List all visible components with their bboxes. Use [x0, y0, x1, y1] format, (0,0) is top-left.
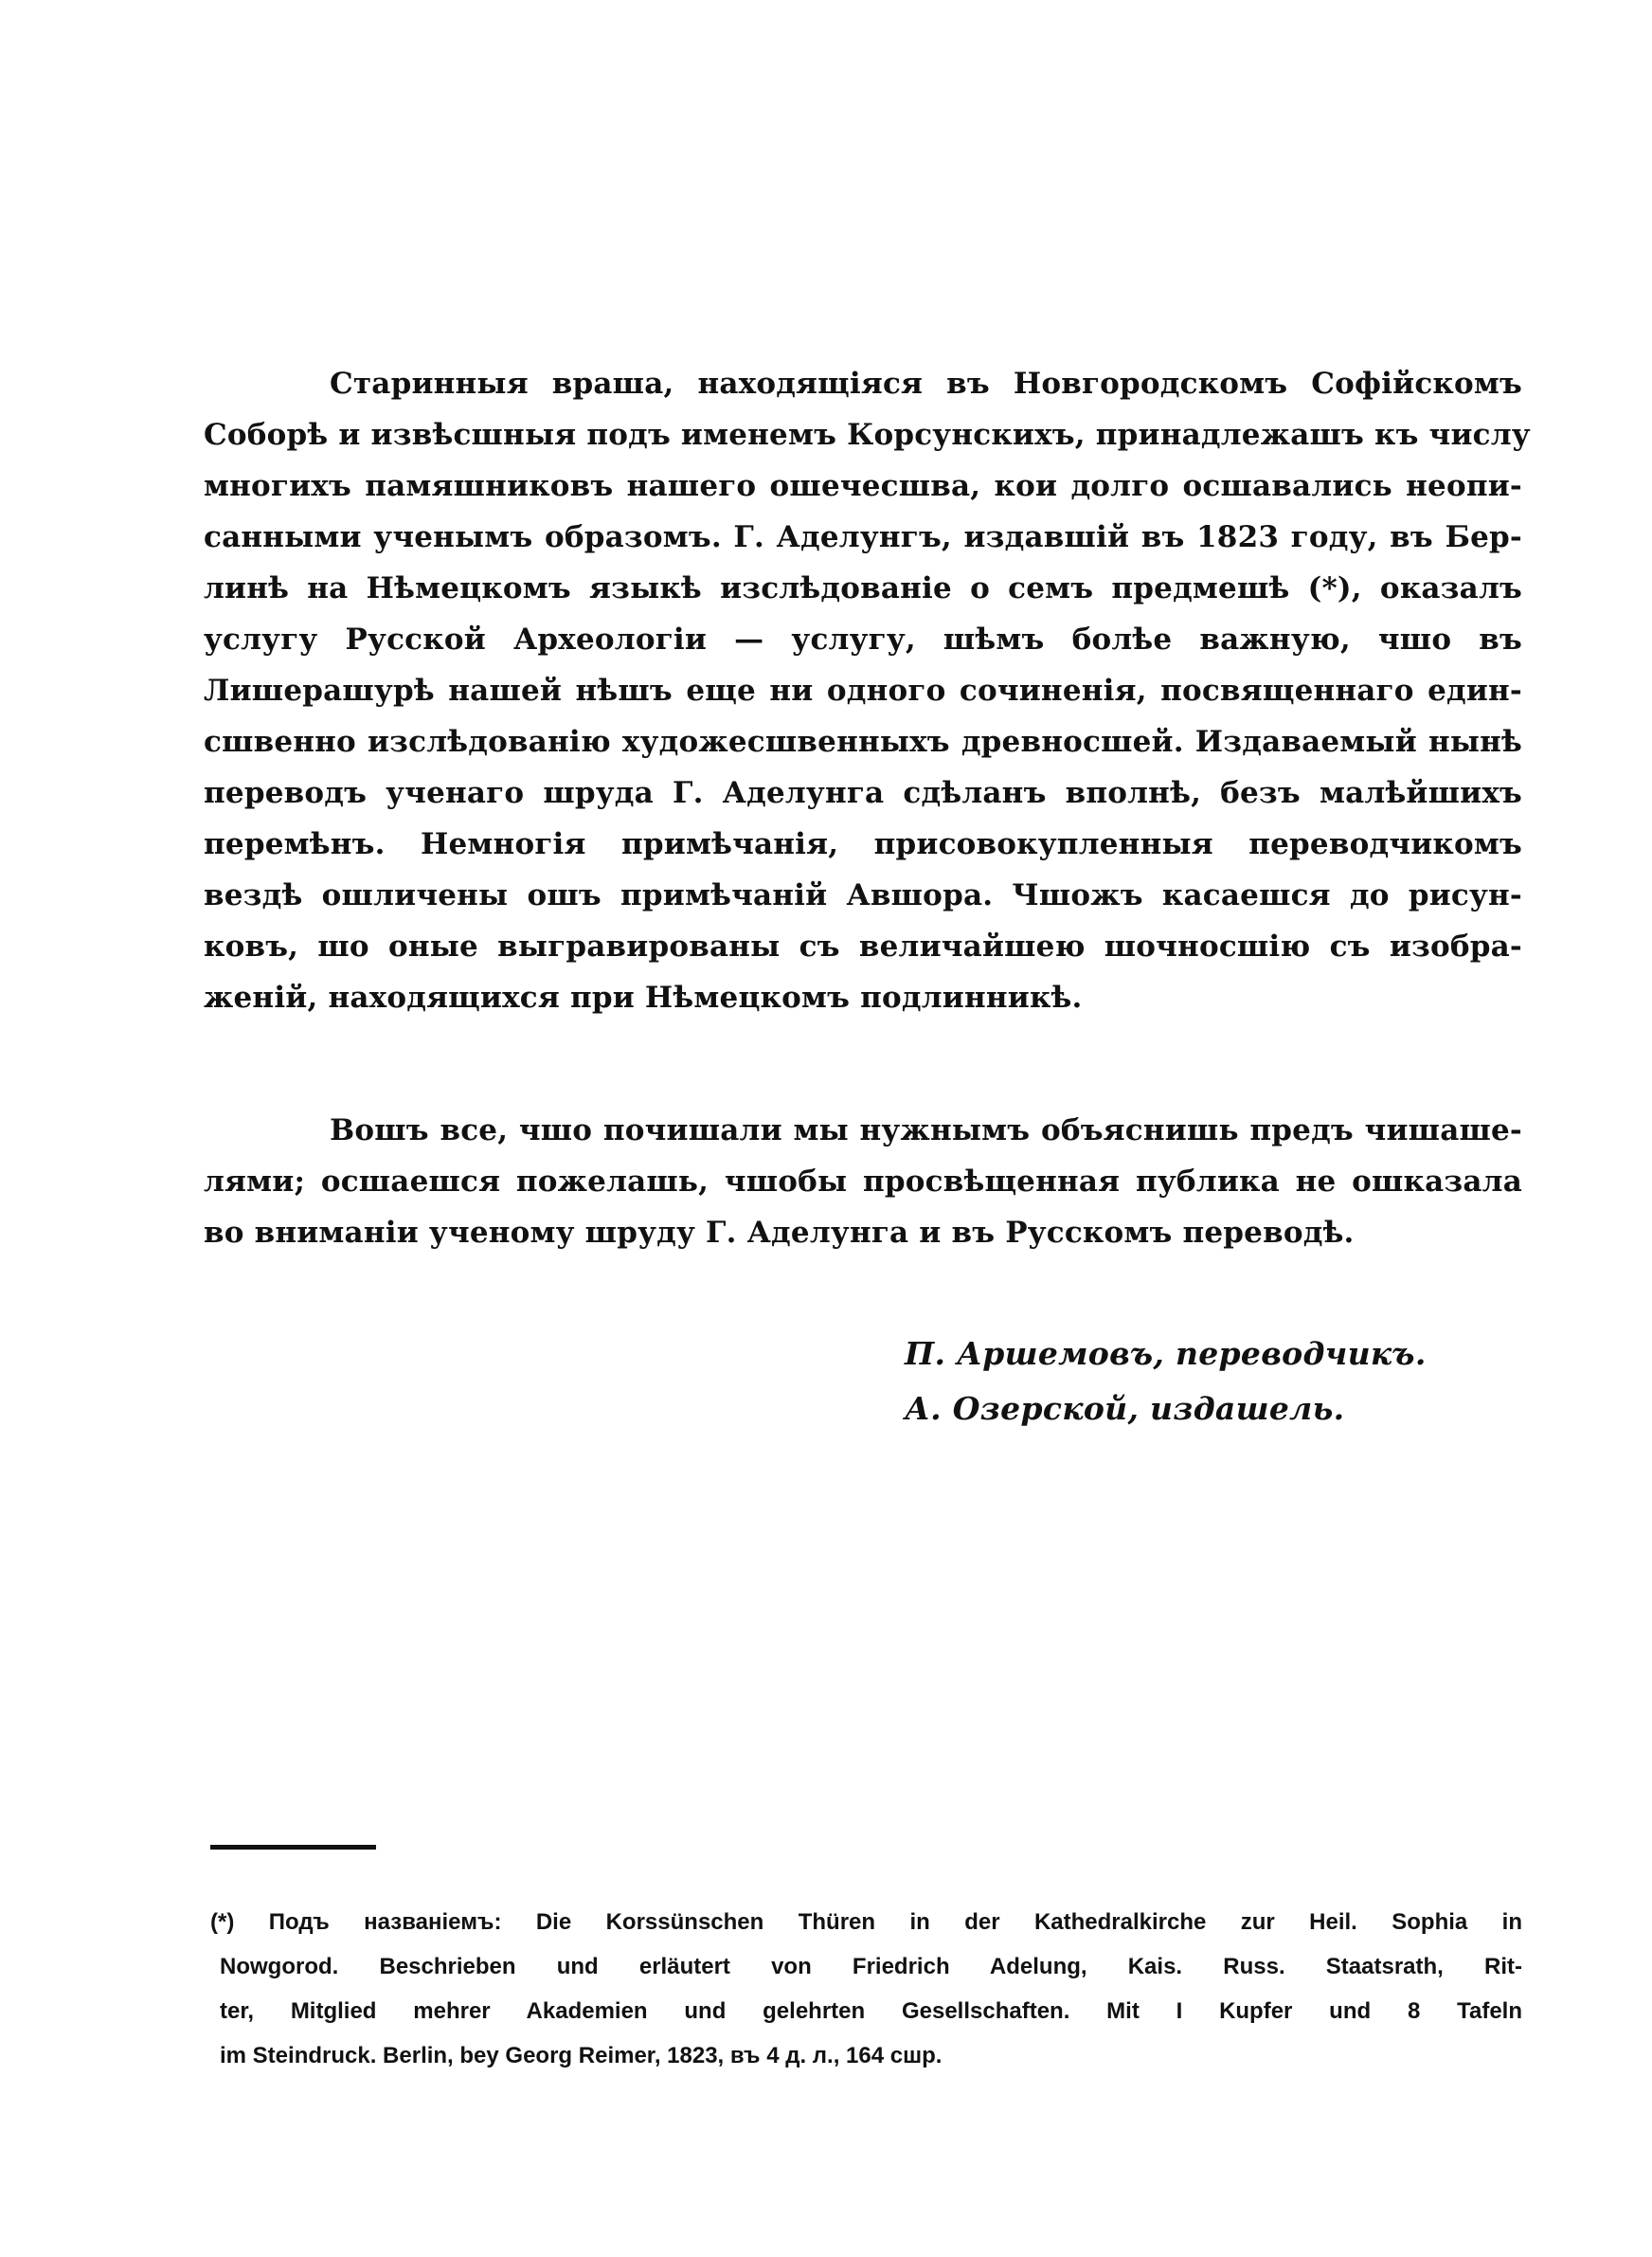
footnote-divider: [210, 1845, 376, 1850]
text-line: ковъ, шо оные выгравированы съ величайшею шочносшію съ изобра-: [204, 930, 1522, 964]
text-line: Вошъ все, чшо почишали мы нужнымъ объяснишь предъ чишаше-: [330, 1113, 1522, 1147]
text-line: вездѣ ошличены ошъ примѣчаній Авшора. Чшожъ касаешся до рисун-: [204, 878, 1522, 912]
footnote-line: (*) Подъ названіемъ: Die Korssünschen Thüren in der Kathedralkirche zur Heil. Sophia in: [210, 1909, 1522, 1935]
footnote-line: im Steindruck. Berlin, bey Georg Reimer, 1823, въ 4 д. л., 164 сшр.: [220, 2043, 943, 2068]
text-line: женій, находящихся при Нѣмецкомъ подлинникѣ.: [204, 981, 1083, 1015]
text-line: Старинныя враша, находящіяся въ Новгородскомъ Софійскомъ: [330, 367, 1522, 401]
signature-translator: П. Аршемовъ, переводчикъ.: [905, 1335, 1427, 1372]
text-line: переводъ ученаго шруда Г. Аделунга сдѣланъ вполнѣ, безъ малѣйшихъ: [204, 776, 1522, 810]
signature-publisher: А. Озерской, издашель.: [905, 1390, 1345, 1427]
footnote-line: ter, Mitglied mehrer Akademien und gelehrten Gesellschaften. Mit I Kupfer und 8 Tafeln: [220, 1998, 1522, 2024]
text-line: сшвенно изслѣдованію художесшвенныхъ древносшей. Издаваемый нынѣ: [204, 725, 1522, 759]
text-line: во вниманіи ученому шруду Г. Аделунга и въ Русскомъ переводѣ.: [204, 1216, 1355, 1250]
text-line: услугу Русской Археологіи — услугу, шѣмъ болѣе важную, чшо въ: [204, 623, 1522, 657]
text-line: лями; осшаешся пожелашь, чшобы просвѣщенная публика не ошказала: [204, 1165, 1522, 1199]
text-line: санными ученымъ образомъ. Г. Аделунгъ, издавшій въ 1823 году, въ Бер-: [204, 520, 1522, 554]
text-line: Лишерашурѣ нашей нѣшъ еще ни одного сочиненія, посвященнаго един-: [204, 674, 1522, 708]
text-line: многихъ памяшниковъ нашего ошечесшва, кои долго осшавались неопи-: [204, 469, 1522, 503]
text-line: перемѣнъ. Немногія примѣчанія, присовокупленныя переводчикомъ: [204, 827, 1522, 861]
text-line: Соборѣ и извѣсшныя подъ именемъ Корсунскихъ, принадлежашъ къ числу: [204, 418, 1531, 452]
footnote-line: Nowgorod. Beschrieben und erläutert von Friedrich Adelung, Kais. Russ. Staatsrath, Rit-: [220, 1954, 1522, 1979]
text-line: линѣ на Нѣмецкомъ языкѣ изслѣдованіе о семъ предмешѣ (*), оказалъ: [204, 571, 1522, 605]
